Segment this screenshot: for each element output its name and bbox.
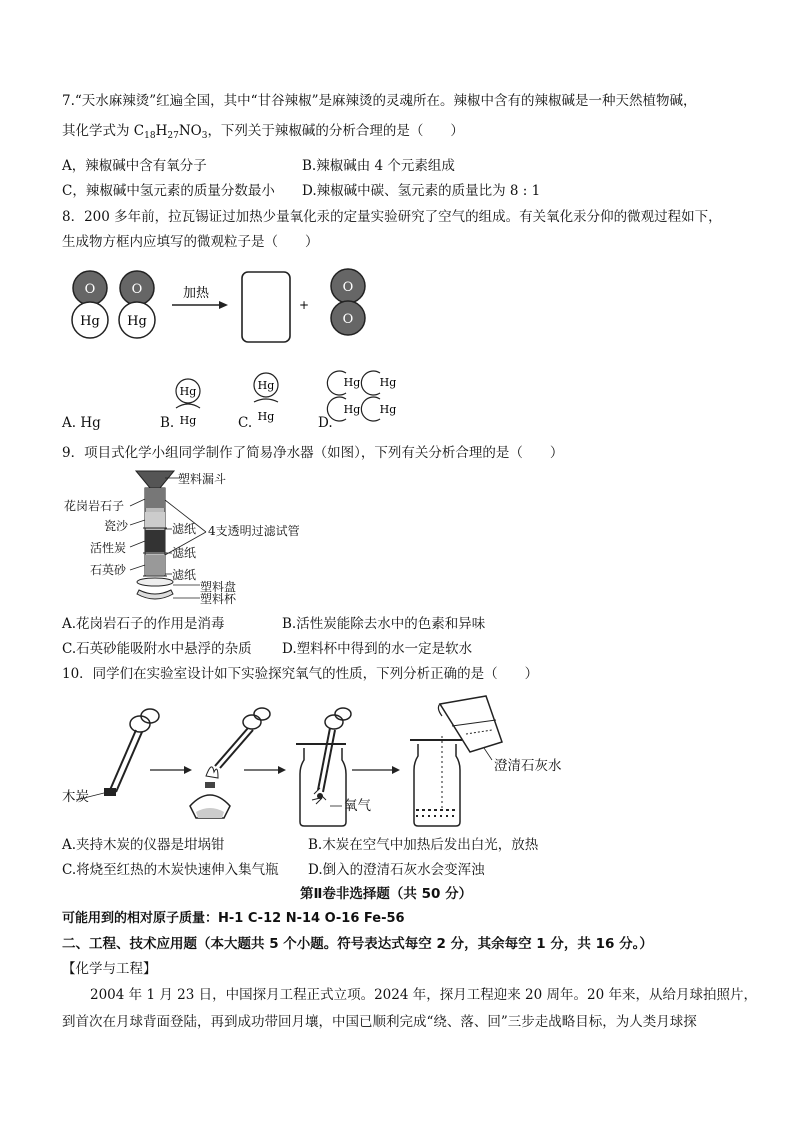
label-funnel: 塑料漏斗 [178, 472, 227, 486]
svg-text:Hg: Hg [379, 403, 397, 416]
svg-text:Hg: Hg [379, 376, 397, 389]
label-granite: 花岗岩石子 [64, 499, 125, 513]
q9-option-c: C.石英砂能吸附水中悬浮的杂质 [62, 641, 252, 657]
q8-stem-line2: 生成物方框内应填写的微观粒子是（ ） [62, 234, 319, 250]
q10-option-b: B.木炭在空气中加热后发出白光，放热 [308, 837, 539, 853]
label-ceramsite: 瓷沙 [104, 519, 129, 533]
label-charcoal: 木炭 [62, 789, 89, 805]
q7-option-d: D.辣椒碱中碳、氢元素的质量比为 8 : 1 [302, 183, 541, 199]
part2-heading: 第Ⅱ卷非选择题（共 50 分） [300, 886, 473, 902]
q10-option-d: D.倒入的澄清石灰水会变浑浊 [308, 862, 485, 878]
gas-jar-oxygen [296, 708, 351, 826]
label-plastic-cup: 塑料杯 [200, 592, 237, 606]
q10-stem: 10．同学们在实验室设计如下实验探究氧气的性质，下列分析正确的是（ ） [62, 666, 539, 682]
section-tag: 【化学与工程】 [62, 961, 157, 977]
atom-o-label: O [342, 280, 354, 295]
atom-hg-label: Hg [127, 314, 147, 329]
q8-option-a: A. Hg [62, 415, 101, 431]
arrow-label: 加热 [182, 286, 210, 301]
q7-option-b: B.辣椒碱由 4 个元素组成 [302, 158, 455, 174]
label-oxygen: 氧气 [344, 798, 371, 814]
label-filter-3: 滤纸 [172, 568, 197, 582]
q10-option-c: C.将烧至红热的木炭快速伸入集气瓶 [62, 862, 279, 878]
label-tubes: 4支透明过滤试管 [208, 524, 300, 538]
svg-text:Hg: Hg [179, 385, 197, 398]
atom-o-label: O [131, 282, 143, 297]
svg-text:Hg: Hg [257, 379, 275, 392]
q8-stem-line1: 8．200 多年前，拉瓦锡证过加热少量氧化汞的定量实验研究了空气的组成。有关氧化汞分仰的微观过程如下， [62, 209, 722, 225]
q8-option-c: C. [238, 415, 253, 431]
q10-option-a: A.夹持木炭的仪器是坩埚钳 [62, 837, 225, 853]
gas-jar-limewater [410, 696, 502, 826]
q8-option-d: D. [318, 415, 333, 431]
q8-option-b: B. [160, 415, 175, 431]
alcohol-lamp [190, 708, 270, 818]
svg-text:Hg: Hg [343, 403, 361, 416]
atom-o-label: O [84, 282, 96, 297]
q7-stem-line1: 7.“天水麻辣烫”红遍全国，其中“甘谷辣椒”是麻辣烫的灵魂所在。辣椒中含有的辣椒碱是一种天然植物碱， [62, 93, 697, 109]
atomic-masses: 可能用到的相对原子质量：H-1 C-12 N-14 O-16 Fe-56 [62, 911, 405, 926]
q9-option-a: A.花岗岩石子的作用是消毒 [62, 616, 225, 632]
label-quartz-sand: 石英砂 [90, 563, 127, 577]
label-plastic-dish: 塑料盘 [200, 580, 237, 594]
label-filter-1: 滤纸 [172, 522, 197, 536]
svg-text:Hg: Hg [343, 376, 361, 389]
q7-option-a: A，辣椒碱中含有氧分子 [62, 158, 207, 174]
q9-option-d: D.塑料杯中得到的水一定是软水 [282, 641, 473, 657]
q9-stem: 9．项目式化学小组同学制作了简易净水器（如图），下列有关分析合理的是（ ） [62, 445, 564, 461]
q9-option-b: B.活性炭能除去水中的色素和异味 [282, 616, 486, 632]
q7-stem-line2: 其化学式为 $C_{18}H_{27}NO_3$，下列关于辣椒碱的分析合理的是（ ） [62, 123, 464, 141]
paragraph-line1: 2004 年 1 月 23 日，中国探月工程正式立项。2024 年，探月工程迎来 20 周年。20 年来，从给月球拍照片， [90, 987, 757, 1003]
atom-hg-label: Hg [80, 314, 100, 329]
charcoal-piece [104, 788, 116, 796]
label-limewater: 澄清石灰水 [494, 758, 562, 774]
label-filter-2: 滤纸 [172, 546, 197, 560]
beaker [440, 696, 502, 752]
section-heading: 二、工程、技术应用题（本大题共 5 个小题。符号表达式每空 2 分，其余每空 1 分，共 16 分。） [62, 936, 653, 952]
svg-text:Hg: Hg [257, 410, 275, 423]
q7-option-c: C，辣椒碱中氢元素的质量分数最小 [62, 183, 275, 199]
paragraph-line2: 到首次在月球背面登陆，再到成功带回月壤，中国已顺利完成“绕、落、回”三步走战略目标，为人类月球探 [62, 1014, 697, 1030]
svg-text:Hg: Hg [179, 414, 197, 427]
atom-o-label: O [342, 312, 354, 327]
plus-sign: + [298, 298, 310, 312]
crucible-tongs-1 [104, 709, 159, 796]
label-activated-carbon: 活性炭 [90, 541, 127, 555]
